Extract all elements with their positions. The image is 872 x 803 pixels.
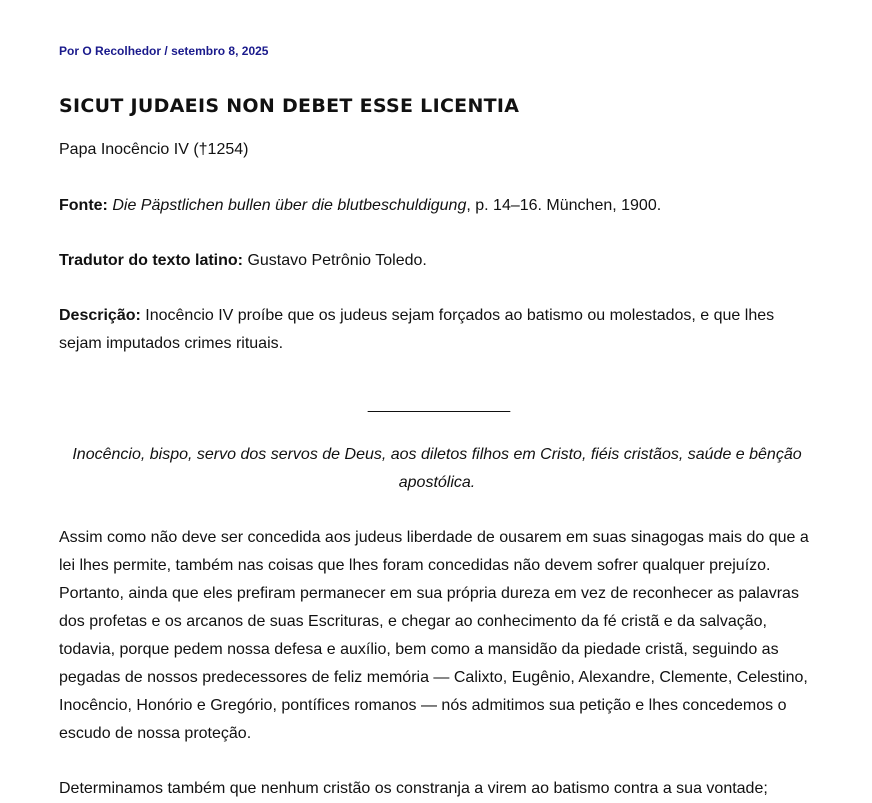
description-paragraph: [59, 302, 799, 358]
body-paragraph-1: Assim como não deve ser concedida aos judeus liberdade de ousarem em suas sinagogas mais do que a lei lhes permite, também nas coisas que lhes foram concedidas não devem sofrer qualquer prejuízo. Portanto, ainda que eles prefiram permanecer em sua própria dureza em vez de reconhecer as palavras dos profetas e os arcanos de suas Escrituras, e chegar ao conhecimento da fé cristã e da salvação, todavia, porque pedem nossa defesa e auxílio, bem como a mansidão da piedade cristã, seguindo as pegadas de nossos predecessores de feliz memória — Calixto, Eugênio, Alexandre, Clemente, Celestino, Inocêncio, Honório e Gregório, pontífices romanos — nós admitimos sua petição e lhes concedemos o escudo de nossa proteção.: [59, 529, 809, 742]
section-separator: ________________: [367, 396, 511, 413]
description-label: Descrição:: [59, 307, 141, 324]
salutation: Inocêncio, bispo, servo dos servos de Deus, aos diletos filhos em Cristo, fiéis cristãos, saúde e bênção apostólica.: [72, 446, 802, 491]
source-work-title: Die Päpstlichen bullen über die blutbeschuldigung: [112, 197, 467, 214]
body-paragraph-2: Determinamos também que nenhum cristão os constranja a virem ao batismo contra a sua vontade;: [59, 780, 768, 797]
translator-name: Gustavo Petrônio Toledo.: [247, 252, 427, 269]
source-paragraph: [59, 192, 819, 220]
page-title: SICUT JUDAEIS NON DEBET ESSE LICENTIA: [59, 95, 520, 117]
meta-prefix: Por: [59, 44, 80, 58]
source-details: , p. 14–16. München, 1900.: [466, 197, 662, 214]
source-label: Fonte:: [59, 197, 108, 214]
author-line: Papa Inocêncio IV (†1254): [59, 141, 249, 158]
author-link[interactable]: O Recolhedor: [82, 44, 162, 58]
description-text: Inocêncio IV proíbe que os judeus sejam forçados ao batismo ou molestados, e que lhes sejam imputados crimes rituais.: [59, 307, 775, 352]
date-link[interactable]: setembro 8, 2025: [171, 44, 269, 58]
post-meta: [59, 44, 268, 58]
translator-label: Tradutor do texto latino:: [59, 252, 243, 269]
translator-paragraph: [59, 247, 819, 275]
meta-separator: /: [164, 44, 168, 58]
